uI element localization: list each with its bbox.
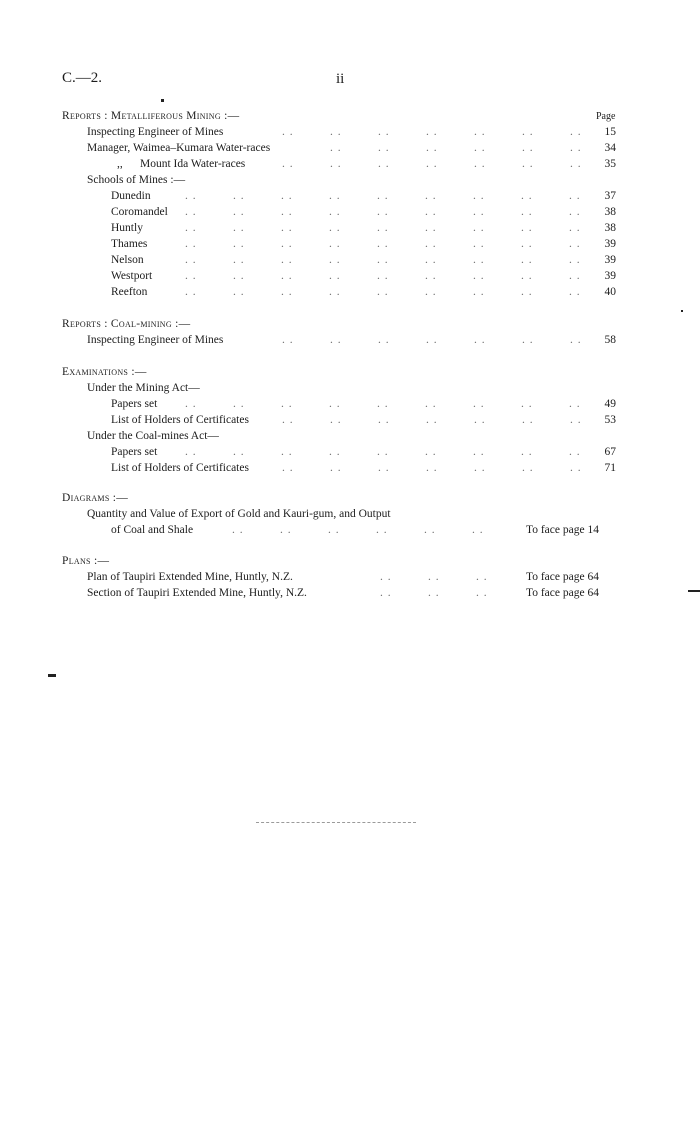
entry-label: Dunedin [111,190,151,202]
entry-label: Quantity and Value of Export of Gold and Kauri-gum, and Output [87,508,391,520]
list-item [0,332,700,348]
entry-label: Papers set [111,446,158,458]
entry-label: ,, Mount Ida Water-races [117,158,246,170]
dot-leader: . . . . . . . . . . . . [330,142,582,154]
entry-page: 35 [604,158,616,170]
dot-leader: . . . . . . . . . . . . . . [282,334,582,346]
dot-leader: . . . . . . . . . . . . . . . . . . [185,446,581,458]
entry-page: To face page 64 [526,571,599,583]
list-item [0,460,700,476]
entry-label: Papers set [111,398,158,410]
list-item [0,444,700,460]
entry-page: 67 [604,446,616,458]
dot-leader: . . . . . . . . . . . . . . [282,126,582,138]
entry-page: 34 [604,142,616,154]
entry-page: 71 [604,462,616,474]
subsection-title: Under the Mining Act— [87,382,200,394]
entry-label: Huntly [111,222,143,234]
section-title: Reports : Metalliferous Mining :— [62,110,240,122]
print-speck [48,674,56,677]
entry-page: 15 [604,126,616,138]
dot-leader: . . . . . . . . . . . . . . . . . . [185,238,581,250]
subsection-title: Under the Coal-mines Act— [87,430,219,442]
print-speck [681,310,683,312]
list-item [0,236,700,252]
dot-leader: . . . . . . . . . . . . . . . . . . [185,270,581,282]
list-item [0,204,700,220]
entry-label: Manager, Waimea–Kumara Water-races [87,142,271,154]
entry-page: 37 [604,190,616,202]
list-item [0,268,700,284]
section-title: Plans :— [62,555,110,567]
entry-label: Coromandel [111,206,168,218]
dot-leader: . . . . . . . . . . . . . . [282,414,582,426]
section-heading-diagrams [0,490,700,506]
entry-label: Reefton [111,286,148,298]
list-item [0,284,700,300]
entry-page: 39 [604,254,616,266]
section-title: Examinations :— [62,366,147,378]
list-item [0,569,700,585]
dot-leader: . . . . . . . . . . . . . . . . . . [185,206,581,218]
subsection-heading-coal-mines-act [0,428,700,444]
edge-mark [688,590,700,592]
dot-leader: . . . . . . . . . . . . . . . . . . [185,190,581,202]
entry-page: 53 [604,414,616,426]
subsection-heading-mining-act [0,380,700,396]
print-speck [161,99,164,102]
section-heading-examinations [0,364,700,380]
dot-leader: . . . . . . . . . . . . . . [282,158,582,170]
section-heading-metalliferous [0,108,700,124]
dot-leader: . . . . . . . . . . . . . . . . . . [185,222,581,234]
page-number-roman: ii [336,71,345,87]
subsection-heading-schools [0,172,700,188]
section-heading-plans [0,553,700,569]
list-item [0,252,700,268]
entry-label: Plan of Taupiri Extended Mine, Huntly, N.Z. [87,571,293,583]
entry-page: 40 [604,286,616,298]
dot-leader: . . . . . . . . . . . . [232,524,484,536]
list-item [0,412,700,428]
section-title: Diagrams :— [62,492,129,504]
subsection-title: Schools of Mines :— [87,174,186,186]
entry-label: Inspecting Engineer of Mines [87,334,224,346]
list-item [0,124,700,140]
list-item [0,396,700,412]
entry-page: To face page 64 [526,587,599,599]
entry-page: 39 [604,238,616,250]
list-item [0,156,700,172]
entry-page: 38 [604,206,616,218]
entry-page: 49 [604,398,616,410]
entry-label: Westport [111,270,153,282]
page-column-header: Page [596,111,616,122]
list-item [0,220,700,236]
entry-page: To face page 14 [526,524,599,536]
list-item [0,140,700,156]
list-item [0,585,700,601]
entry-page: 58 [604,334,616,346]
document-code: C.—2. [62,70,103,86]
bottom-rule [256,822,416,823]
entry-label-continued: of Coal and Shale [111,524,194,536]
dot-leader: . . . . . . [380,587,488,599]
entry-label: Section of Taupiri Extended Mine, Huntly, N.Z. [87,587,307,599]
dot-leader: . . . . . . . . . . . . . . . . . . [185,398,581,410]
entry-page: 38 [604,222,616,234]
entry-label: List of Holders of Certificates [111,414,249,426]
dot-leader: . . . . . . [380,571,488,583]
entry-page: 39 [604,270,616,282]
section-title: Reports : Coal-mining :— [62,318,191,330]
dot-leader: . . . . . . . . . . . . . . . . . . [185,254,581,266]
list-item [0,522,700,538]
entry-label: List of Holders of Certificates [111,462,249,474]
entry-label: Inspecting Engineer of Mines [87,126,224,138]
dot-leader: . . . . . . . . . . . . . . [282,462,582,474]
list-item [0,188,700,204]
entry-label: Nelson [111,254,144,266]
entry-label: Thames [111,238,148,250]
dot-leader: . . . . . . . . . . . . . . . . . . [185,286,581,298]
list-item [0,506,700,522]
section-heading-coal [0,316,700,332]
